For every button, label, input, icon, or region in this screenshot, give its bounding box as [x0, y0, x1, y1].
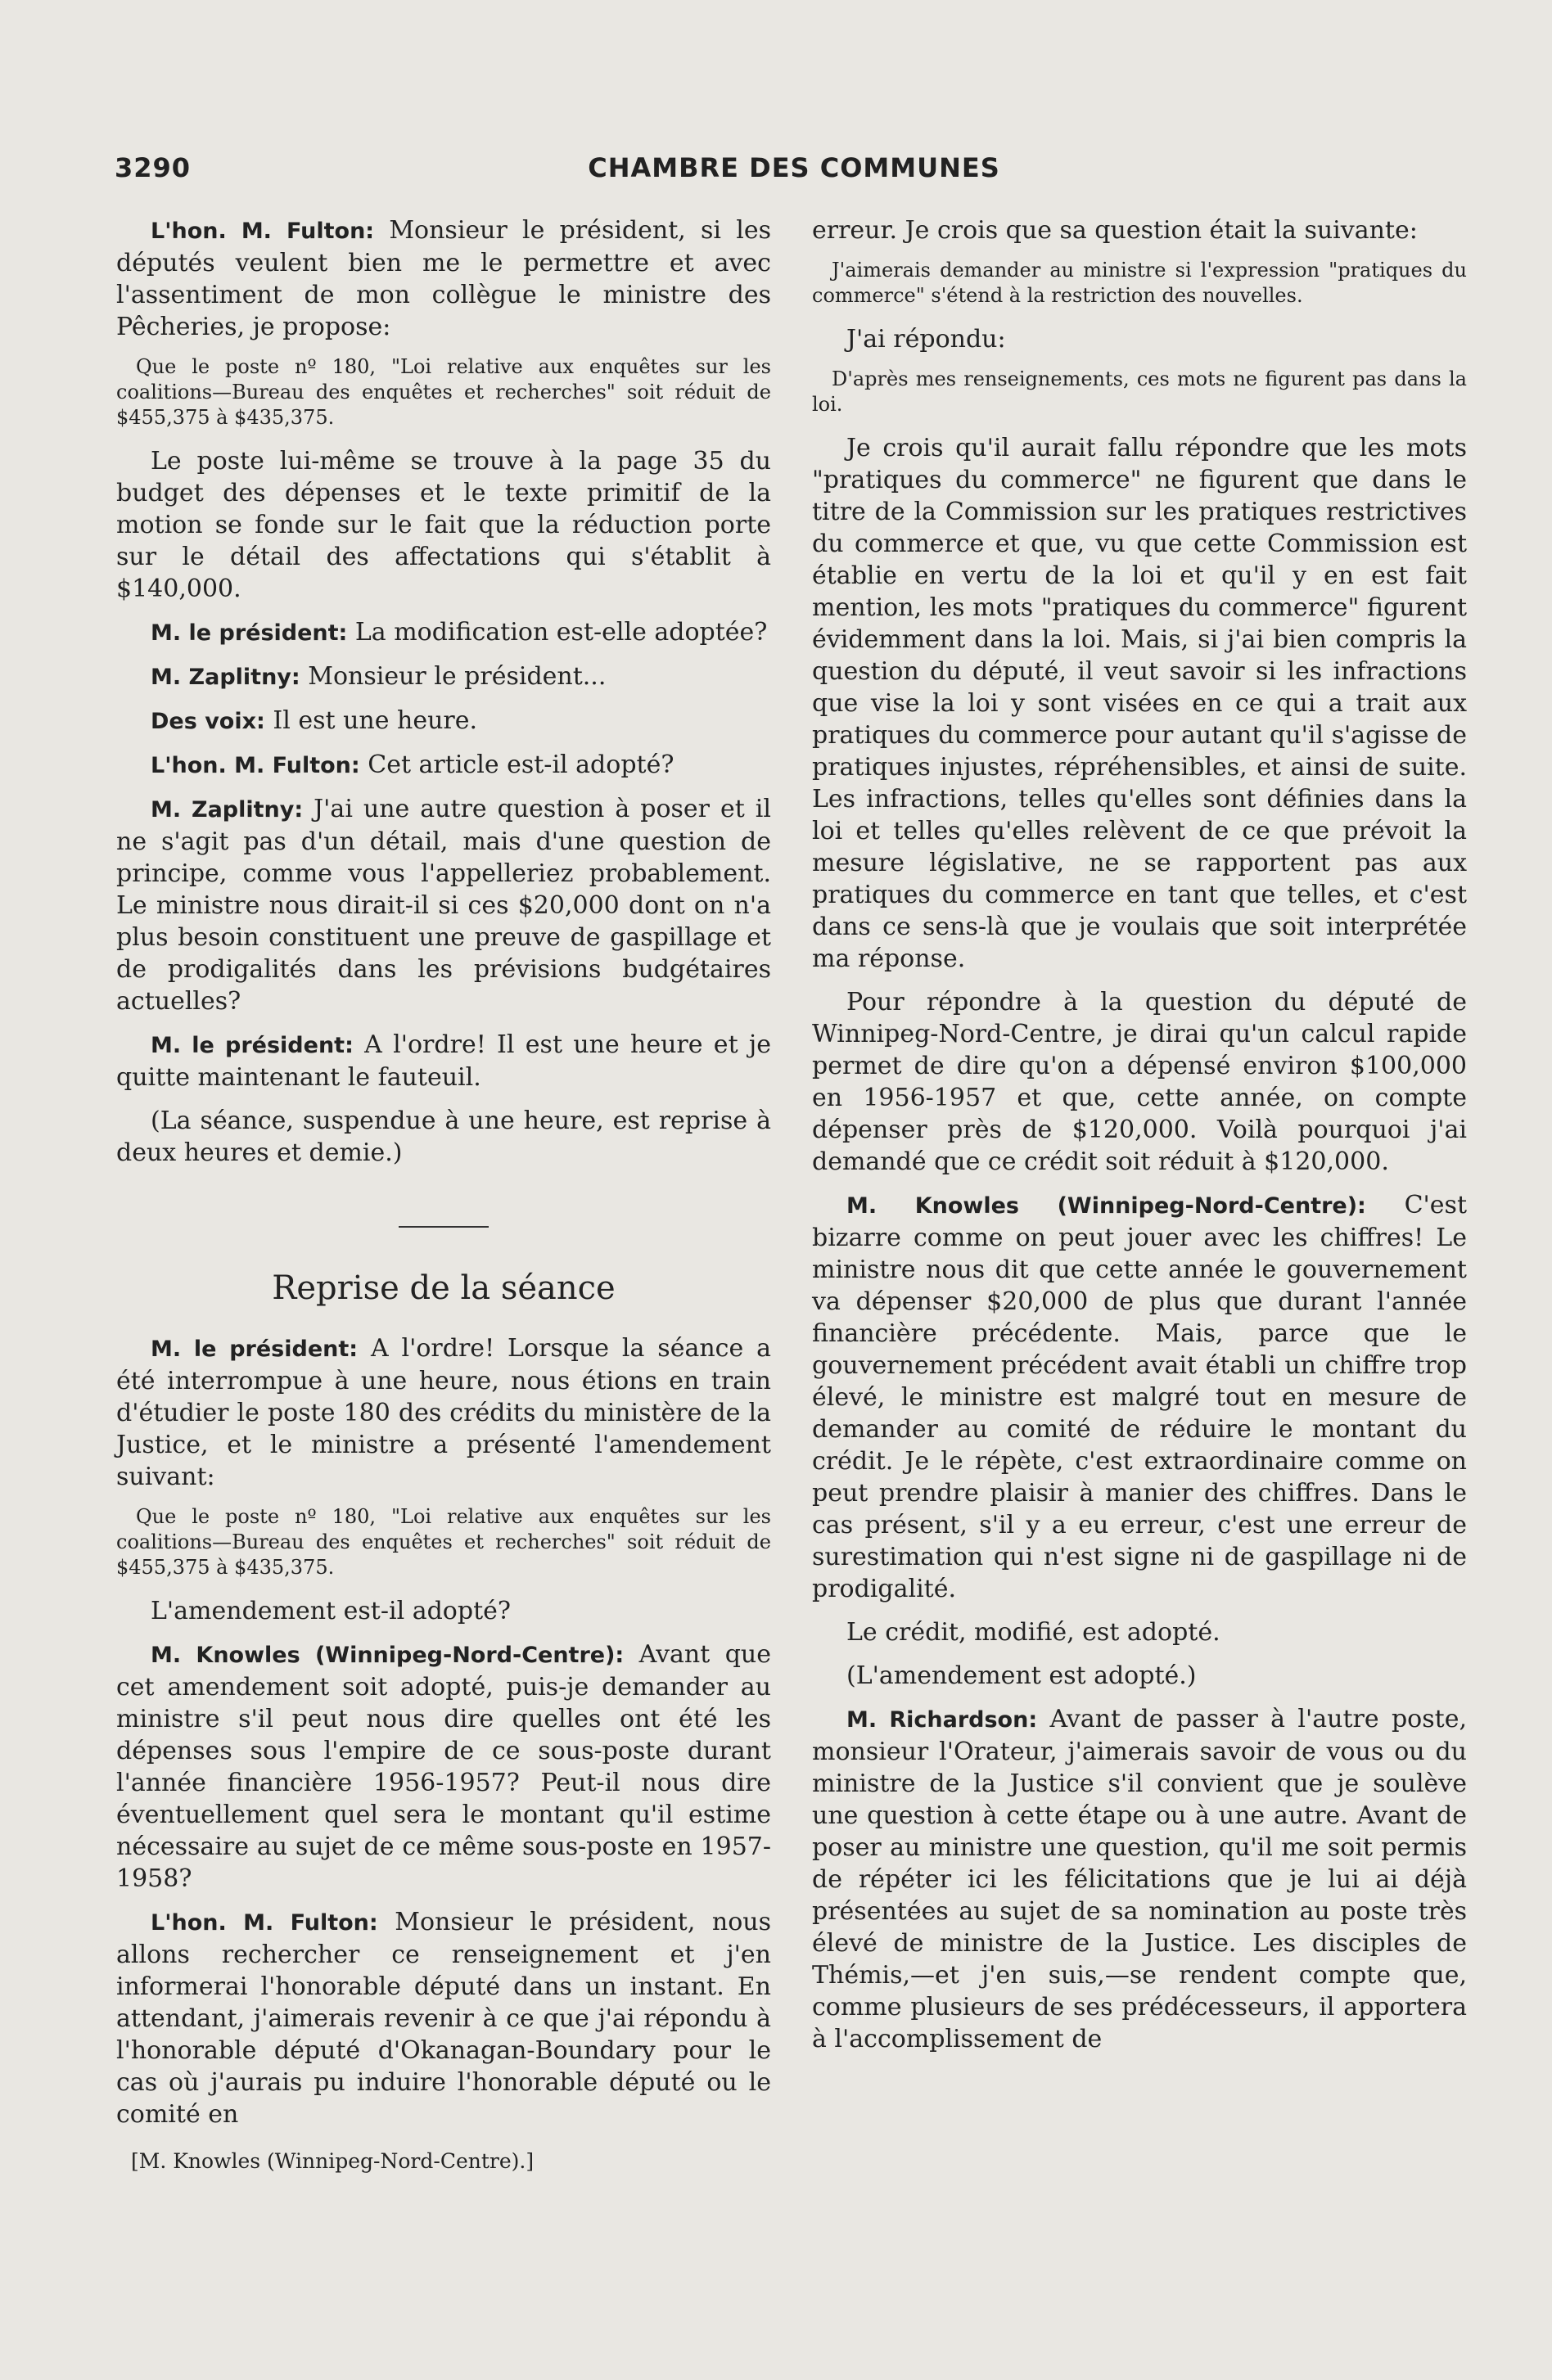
- footer-note: [M. Knowles (Winnipeg-Nord-Centre).]: [131, 2149, 535, 2173]
- speaker-name: M. le président:: [151, 1336, 359, 1362]
- paragraph: J'ai répondu:: [846, 325, 1006, 354]
- speaker-name: Des voix:: [151, 709, 265, 734]
- paragraph-text: C'est bizarre comme on peut jouer avec les chiffres! Le ministre nous dit que cette année le gouvernement va dépenser $20,000 de plus que durant l'année financière précédente. Mais, parce que le gouvernement précédent avait établi un chiffre trop élevé, le ministre est malgré tout en mesure de demander au comité de réduire le montant du crédit. Je le répète, c'est extraordinaire comme on peut prendre plaisir à manier des chiffres. Dans le cas présent, s'il y a eu erreur, c'est une erreur de surestimation qui n'est signe ni de gaspillage ni de prodigalité.: [812, 1191, 1467, 1603]
- paragraph-text: Avant de passer à l'autre poste, monsieur l'Orateur, j'aimerais savoir de vous ou du ministre de la Justice s'il convient que je soulève une question à cette étape ou à une autre. Avant de poser au ministre une question, qu'il me soit permis de répéter ici les félicitations que je lui ai déjà présentées au sujet de sa nomination au poste très élevé de ministre de la Justice. Les disciples de Thémis,—et j'en suis,—se rendent compte que, comme plusieurs de ses prédécesseurs, il apportera à l'accomplissement de: [812, 1705, 1467, 2053]
- paragraph: [116, 705, 771, 737]
- quoted-motion: Que le poste nº 180, "Loi relative aux enquêtes sur les coalitions—Bureau des enquêtes et recherches" soit réduit de $455,375 à $435,375.: [116, 1505, 771, 1579]
- speaker-name: L'hon. M. Fulton:: [151, 1910, 378, 1936]
- quoted-motion: Que le poste nº 180, "Loi relative aux enquêtes sur les coalitions—Bureau des enquêtes et recherches" soit réduit de $455,375 à $435,375.: [116, 355, 771, 429]
- speaker-name: M. Zaplitny:: [151, 797, 304, 823]
- paragraph: [116, 749, 771, 782]
- paragraph-text: A l'ordre! Il est une heure et je quitte maintenant le fauteuil.: [116, 1030, 771, 1092]
- paragraph: Le poste lui-même se trouve à la page 35 du budget des dépenses et le texte primitif de la motion se fonde sur le fait que la réduction porte sur le détail des affectations qui s'établit à $140,000.: [116, 447, 771, 603]
- paragraph-text: Cet article est-il adopté?: [359, 751, 674, 779]
- paragraph: [116, 616, 771, 649]
- speaker-name: M. Knowles (Winnipeg-Nord-Centre):: [151, 1643, 625, 1668]
- right-column: [812, 214, 1467, 2067]
- paragraph: [116, 660, 771, 693]
- paragraph: [812, 1703, 1467, 2055]
- speaker-name: M. Knowles (Winnipeg-Nord-Centre):: [846, 1193, 1366, 1219]
- speaker-name: M. Richardson:: [846, 1707, 1038, 1733]
- paragraph: Le crédit, modifié, est adopté.: [846, 1618, 1220, 1647]
- speaker-name: M. Zaplitny:: [151, 665, 300, 690]
- paragraph-text: A l'ordre! Lorsque la séance a été interrompue à une heure, nous étions en train d'étudier le poste 180 des crédits du ministère de la Justice, et le ministre a présenté l'amendement suivant:: [116, 1334, 771, 1491]
- paragraph: Je crois qu'il aurait fallu répondre que les mots "pratiques du commerce" ne figurent que dans le titre de la Commission sur les pratiques restrictives du commerce et que, vu que cette Commission est établie en vertu de la loi et qu'il y en est fait mention, les mots "pratiques du commerce" figurent évidemment dans la loi. Mais, si j'ai bien compris la question du député, il veut savoir si les infractions que vise la loi y sont visées en ce qui a trait aux pratiques du commerce pour autant qu'il s'agisse de pratiques injustes, répréhensibles, et ainsi de suite. Les infractions, telles qu'elles sont définies dans la loi et telles qu'elles relèvent de ce que prévoit la mesure législative, ne se rapportent pas aux pratiques du commerce en tant que telles, et c'est dans ce sens-là que je voulais que soit interprétée ma réponse.: [812, 434, 1467, 973]
- paragraph-text: La modification est-elle adoptée?: [347, 618, 768, 647]
- page-header: [115, 152, 1473, 185]
- paragraph: [116, 1029, 771, 1093]
- paragraph: erreur. Je crois que sa question était la suivante:: [812, 216, 1418, 245]
- paragraph: [116, 1906, 771, 2130]
- paragraph: [812, 1189, 1467, 1605]
- speaker-name: M. le président:: [151, 620, 348, 646]
- section-divider: [399, 1226, 489, 1228]
- paragraph: L'amendement est-il adopté?: [151, 1597, 511, 1625]
- quoted-question: J'aimerais demander au ministre si l'expression "pratiques du commerce" s'étend à la restriction des nouvelles.: [812, 259, 1467, 307]
- running-title: CHAMBRE DES COMMUNES: [588, 152, 1000, 183]
- paragraph: Pour répondre à la question du député de Winnipeg-Nord-Centre, je dirai qu'un calcul rapide permet de dire qu'on a dépensé environ $100,000 en 1956-1957 et que, cette année, on compte dépenser près de $120,000. Voilà pourquoi j'ai demandé que ce crédit soit réduit à $120,000.: [812, 988, 1467, 1176]
- paragraph-text: Monsieur le président, nous allons rechercher ce renseignement et j'en informerai l'honorable député dans un instant. En attendant, j'aimerais revenir à ce que j'ai répondu à l'honorable député d'Okanagan-Boundary pour le cas où j'aurais pu induire l'honorable député ou le comité en: [116, 1908, 771, 2129]
- quoted-answer: D'après mes renseignements, ces mots ne figurent pas dans la loi.: [812, 367, 1467, 416]
- paragraph-text: Il est une heure.: [264, 706, 478, 735]
- speaker-name: L'hon. M. Fulton:: [151, 219, 375, 244]
- paragraph: [116, 793, 771, 1017]
- paragraph: [116, 1332, 771, 1493]
- speaker-name: M. le président:: [151, 1033, 354, 1058]
- section-heading: Reprise de la séance: [272, 1269, 616, 1307]
- speaker-name: L'hon. M. Fulton:: [151, 753, 360, 778]
- page-number: 3290: [115, 152, 192, 183]
- paragraph-text: Monsieur le président...: [300, 662, 607, 691]
- paragraph: (La séance, suspendue à une heure, est reprise à deux heures et demie.): [116, 1107, 771, 1167]
- paragraph-text: Monsieur le président, si les députés veulent bien me le permettre et avec l'assentiment de mon collègue le ministre des Pêcheries, je propose:: [116, 216, 771, 341]
- left-column: [116, 214, 771, 2186]
- paragraph: [116, 1639, 771, 1895]
- paragraph: [116, 214, 771, 343]
- paragraph-text: Avant que cet amendement soit adopté, puis-je demander au ministre s'il peut nous dire quelles ont été les dépenses sous l'empire de ce sous-poste durant l'année financière 1956-1957? Peut-il nous dire éventuellement quel sera le montant qu'il estime nécessaire au sujet de ce même sous-poste en 1957-1958?: [116, 1640, 771, 1893]
- paragraph: (L'amendement est adopté.): [846, 1661, 1197, 1690]
- paragraph-text: J'ai une autre question à poser et il ne s'agit pas d'un détail, mais d'une question de principe, comme vous l'appelleriez probablement. Le ministre nous dirait-il si ces $20,000 dont on n'a plus besoin constituent une preuve de gaspillage et de prodigalités dans les prévisions budgétaires actuelles?: [116, 795, 771, 1016]
